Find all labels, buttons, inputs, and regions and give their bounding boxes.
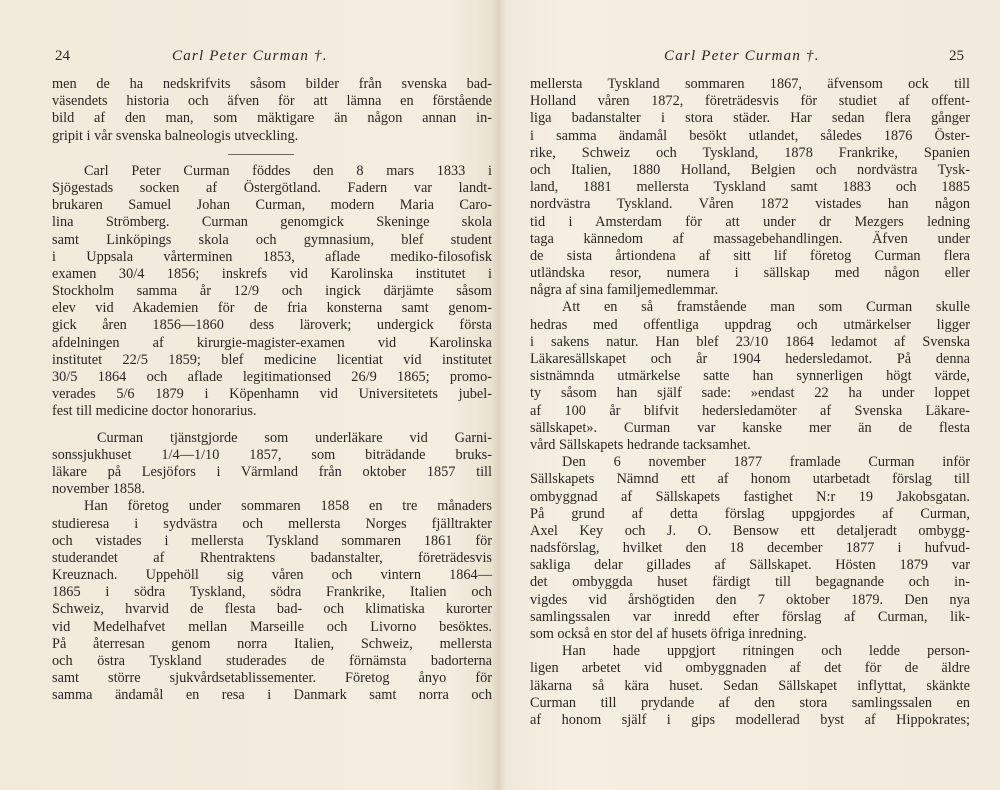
text-line: utländska resor, numera i sällskap med någon eller: [530, 265, 970, 282]
text-line: studieresa i sydvästra och mellersta Norges fjälltrakter: [52, 515, 492, 532]
text-line: afdelningen af kirurgie-magister-examen vid Karolinska: [52, 334, 492, 351]
text-line: sistnämnda utmärkelse satte han synnerligen högt värde,: [530, 368, 970, 385]
text-line: samma ändamål en resa i Danmark samt norra och: [52, 687, 492, 704]
text-line: studerandet af Rhentraktens badanstalter, företrädesvis: [52, 549, 492, 566]
text-line: Den 6 november 1877 framlade Curman inför: [562, 454, 970, 471]
text-line: verades 5/6 1879 i Köpenhamn vid Universitetets jubel-: [52, 386, 492, 403]
text-line: och Italien, 1880 Holland, Belgien och nordvästra Tysk-: [530, 161, 970, 178]
text-line: brukaren Samuel Johan Curman, modern Maria Caro-: [52, 197, 492, 214]
text-line: Läkaresällskapet och år 1904 hedersledamot. På denna: [530, 351, 970, 367]
text-line: Sjögestads socken af Östergötland. Fadern var landt-: [52, 179, 492, 196]
text-line: rike, Schweiz och Tyskland, 1878 Frankrike, Spanien: [530, 144, 970, 161]
text-line: nadsförslag, hvilket den 18 december 1877 i hufvud-: [530, 540, 970, 557]
text-line: några af sina familjemedlemmar.: [530, 282, 719, 299]
text-line: elev vid Akademien för de fria konsterna samt genom-: [52, 300, 492, 317]
text-line: samlingssalen var inredd efter förslag af Curman, lik-: [530, 608, 970, 625]
text-line: Schweiz, hvarvid de flesta bad- och klimatiska kurorter: [52, 601, 492, 618]
text-line: sällskapet». Curman var kanske mer än de flesta: [530, 419, 970, 436]
page-number: 24: [55, 48, 70, 64]
right-page: [530, 0, 970, 790]
text-line: nordvästra Tyskland. Våren 1872 vistades han någon: [530, 196, 970, 213]
text-line: af honom själf i gips modellerad byst af Hippokrates;: [530, 711, 970, 728]
text-line: och östra Tyskland studerades de förnämsta badorterna: [52, 653, 492, 669]
text-line: mellersta Tyskland sommaren 1867, äfvensom ock till: [530, 76, 970, 92]
text-line: samt Linköpings skola och gymnasium, blef student: [52, 231, 492, 248]
text-line: Axel Key och J. O. Bensow ett detaljeradt ombygg-: [530, 522, 970, 539]
text-line: vid Medelhafvet mellan Marseille och Livorno besöktes.: [52, 618, 492, 635]
text-line: fest till medicine doctor honorarius.: [52, 403, 257, 420]
text-line: och vistades i mellersta Tyskland sommaren 1861 för: [52, 532, 492, 549]
text-line: vigdes vid årshögtiden den 7 oktober 1879. Den nya: [530, 591, 970, 608]
text-line: de sista årtiondena af sitt lif företog Curman flera: [530, 247, 970, 264]
text-line: institutet 22/5 1859; blef medicine licentiat vid institutet: [52, 351, 492, 368]
text-line: gick åren 1856—1860 dess läroverk; undergick första: [52, 317, 492, 334]
text-line: 30/5 1864 och aflade legitimationsed 26/9 1865; promo-: [52, 369, 492, 385]
text-line: gripit i vår svenska balneologis utveckling.: [52, 127, 299, 144]
text-line: Att en så framstående man som Curman skulle: [562, 299, 970, 316]
running-title: Carl Peter Curman †.: [172, 48, 328, 64]
text-line: väsendets historia och äfven för att lämna en förstående: [52, 93, 492, 110]
right-page-header: [530, 48, 970, 68]
text-line: På återresan genom norra Italien, Schweiz, mellersta: [52, 635, 492, 652]
text-line: som också en stor del af husets öfriga inredning.: [530, 626, 807, 642]
text-line: samt större sjukvårdsetablissementer. Företog ånyo för: [52, 670, 492, 687]
text-line: tid i Amsterdam för att under dr Mezgers ledning: [530, 213, 970, 230]
section-divider: [52, 145, 492, 163]
text-line: Han företog under sommaren 1858 en tre månaders: [84, 498, 492, 515]
paragraph-gap: [52, 421, 492, 430]
text-line: Kreuznach. Uppehöll sig våren och vintern 1864—: [52, 567, 492, 584]
text-line: Sällskapets Nämnd ett af honom utarbetadt förslag till: [530, 471, 970, 488]
text-line: Curman till prydande af den stora samlingssalen en: [530, 694, 970, 711]
text-line: sonssjukhuset 1/4—1/10 1857, som biträdande bruks-: [52, 446, 492, 463]
text-line: i sakens natur. Han blef 23/10 1864 ledamot af Svenska: [530, 333, 970, 350]
text-line: af 100 år blifvit hedersledamöter af Svenska Läkare-: [530, 402, 970, 419]
text-line: hedras med offentliga uppdrag och utmärkelser ligger: [530, 316, 970, 333]
text-line: Curman tjänstgjorde som underläkare vid Garni-: [97, 429, 492, 446]
text-line: ty såsom han själf sade: »endast 22 ha under loppet: [530, 385, 970, 402]
text-line: Stockholm samma år 12/9 och ingick därjämte såsom: [52, 283, 492, 300]
text-line: bild af den man, som mäktigare än någon annan in-: [52, 110, 492, 127]
left-page-header: [52, 48, 492, 68]
running-title: Carl Peter Curman †.: [664, 48, 820, 64]
text-line: november 1858.: [52, 481, 145, 498]
text-line: ombyggnad af Sällskapets fastighet N:r 19 Jakobsgatan.: [530, 488, 970, 505]
text-line: läkare på Lesjöfors i Värmland från oktober 1857 till: [52, 463, 492, 480]
text-line: Carl Peter Curman föddes den 8 mars 1833 i: [84, 162, 492, 179]
right-page-text: [530, 76, 970, 729]
text-line: ligen arbetet vid ombyggnaden af det för de äldre: [530, 660, 970, 677]
book-gutter: [492, 0, 506, 790]
left-page-text: [52, 76, 492, 705]
text-line: 1865 i södra Tyskland, södra Frankrike, Italien och: [52, 584, 492, 601]
text-line: examen 30/4 1856; inskrefs vid Karolinska institutet i: [52, 265, 492, 282]
text-line: På grund af detta förslag uppgjordes af Curman,: [530, 505, 970, 522]
text-line: i samma ändamål besökt utlandet, således 1876 Öster-: [530, 127, 970, 144]
page-number: 25: [949, 48, 964, 64]
left-page: [52, 0, 492, 790]
text-line: lina Strömberg. Curman genomgick Skeninge skola: [52, 214, 492, 231]
text-line: Han hade uppgjort ritningen och ledde person-: [562, 643, 970, 660]
text-line: men de ha nedskrifvits såsom bilder från svenska bad-: [52, 76, 492, 92]
text-line: sakliga delar gillades af Sällskapet. Hösten 1879 var: [530, 557, 970, 574]
text-line: liga badanstalter i stora städer. Har sedan flera gånger: [530, 110, 970, 127]
text-line: Holland våren 1872, företrädesvis för studiet af offent-: [530, 93, 970, 110]
text-line: vård Sällskapets hedrande tacksamhet.: [530, 436, 751, 453]
text-line: det ombyggda huset färdigt till begagnande och in-: [530, 574, 970, 591]
text-line: i Uppsala vårterminen 1853, aflade mediko-filosofisk: [52, 248, 492, 265]
text-line: taga kännedom af massagebehandlingen. Äfven under: [530, 230, 970, 247]
text-line: läkarna så kära huset. Sedan Sällskapet inflyttat, skänkte: [530, 677, 970, 694]
text-line: land, 1881 mellersta Tyskland samt 1883 och 1885: [530, 179, 970, 196]
